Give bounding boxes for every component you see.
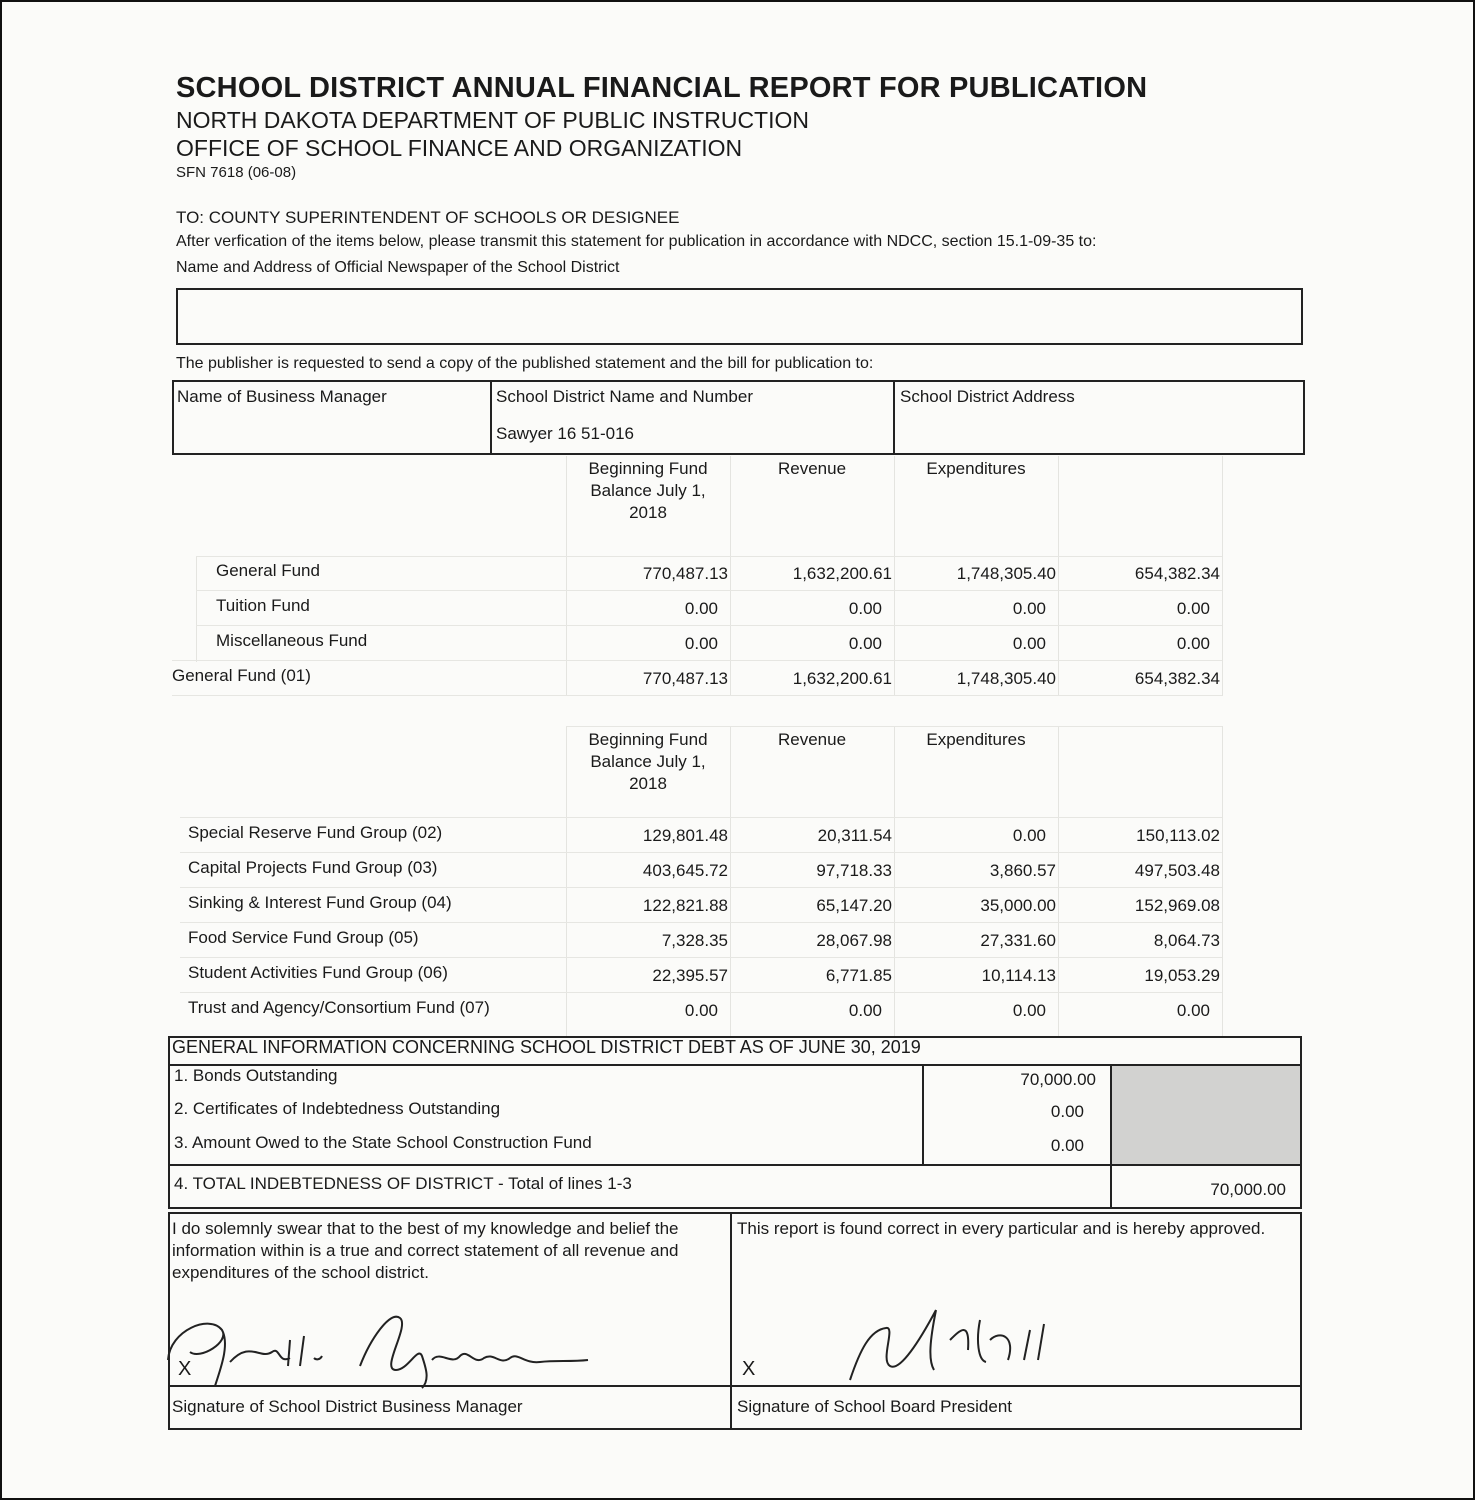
district-name-value: Sawyer 16 51-016 [496, 424, 634, 443]
instruction-text: After verfication of the items below, please transmit this statement for publication in accordance with NDCC, section 15.1-09-35 to: [176, 233, 1097, 250]
col-header-expenditures: Expenditures [926, 459, 1026, 478]
business-manager-caption: Signature of School District Business Manager [172, 1397, 523, 1416]
board-president-signature [840, 1300, 1080, 1392]
col-header-beginning-balance: Beginning Fund Balance July 1, 2018 [588, 459, 708, 522]
form-number: SFN 7618 (06-08) [176, 164, 297, 181]
col-header-revenue: Revenue [777, 459, 847, 478]
debt-item-label: 3. Amount Owed to the State School Construction Fund [174, 1133, 592, 1152]
debt-item-label: 2. Certificates of Indebtedness Outstanding [174, 1099, 501, 1118]
publisher-note: The publisher is requested to send a copy of the published statement and the bill for publication to: [176, 355, 874, 372]
x-mark: X [178, 1358, 192, 1380]
business-manager-signature [160, 1300, 590, 1392]
addressee-line: TO: COUNTY SUPERINTENDENT OF SCHOOLS OR DESIGNEE [176, 208, 680, 227]
col-header-revenue: Revenue [777, 730, 847, 749]
debt-title: GENERAL INFORMATION CONCERNING SCHOOL DISTRICT DEBT AS OF JUNE 30, 2019 [172, 1037, 921, 1057]
business-manager-label: Name of Business Manager [177, 387, 387, 406]
col-header-beginning-balance: Beginning Fund Balance July 1, 2018 [588, 730, 708, 793]
board-president-caption: Signature of School Board President [737, 1397, 1013, 1416]
debt-total-label: 4. TOTAL INDEBTEDNESS OF DISTRICT - Total of lines 1-3 [174, 1174, 632, 1193]
oath-text: I do solemnly swear that to the best of my knowledge and belief the information within is a true and correct statement of all revenue and expenditures of the school district. [172, 1219, 679, 1282]
newspaper-box [176, 288, 1303, 345]
debt-item-value: 0.00 [1050, 1136, 1084, 1155]
newspaper-label: Name and Address of Official Newspaper of the School District [176, 259, 620, 276]
report-title: SCHOOL DISTRICT ANNUAL FINANCIAL REPORT FOR PUBLICATION [176, 72, 1148, 104]
debt-item-label: 1. Bonds Outstanding [174, 1066, 338, 1085]
district-name-label: School District Name and Number [496, 387, 753, 406]
office-name: OFFICE OF SCHOOL FINANCE AND ORGANIZATION [176, 135, 743, 161]
approval-text: This report is found correct in every particular and is hereby approved. [737, 1219, 1266, 1238]
debt-item-value: 70,000.00 [1020, 1070, 1096, 1089]
shaded-cell [1112, 1066, 1300, 1164]
debt-total-value: 70,000.00 [1210, 1180, 1286, 1199]
debt-item-value: 0.00 [1050, 1102, 1084, 1121]
department-name: NORTH DAKOTA DEPARTMENT OF PUBLIC INSTRUCTION [176, 107, 809, 133]
x-mark: X [742, 1358, 756, 1380]
col-header-expenditures: Expenditures [926, 730, 1026, 749]
district-address-label: School District Address [900, 387, 1075, 406]
